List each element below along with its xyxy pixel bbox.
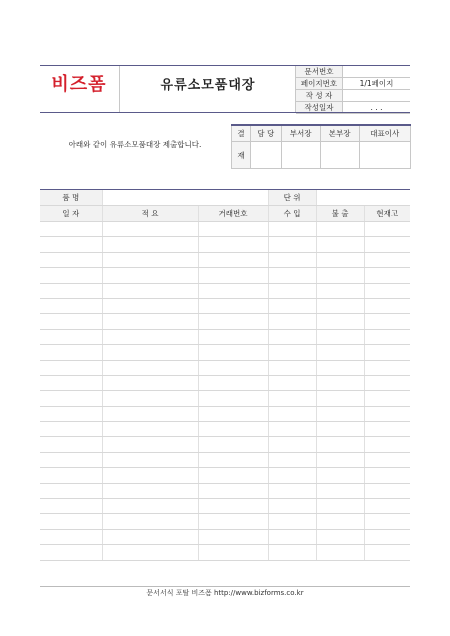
table-cell[interactable]	[364, 483, 410, 498]
table-cell[interactable]	[364, 345, 410, 360]
column-header: 일 자	[40, 206, 102, 222]
approval-role: 담 당	[251, 125, 282, 142]
table-cell[interactable]	[364, 499, 410, 514]
approval-side-label: 재	[232, 142, 251, 169]
table-row	[40, 252, 410, 267]
table-cell[interactable]	[198, 422, 268, 437]
table-row	[40, 283, 410, 298]
table-cell[interactable]	[40, 545, 102, 560]
table-cell[interactable]	[268, 391, 316, 406]
table-cell[interactable]	[364, 329, 410, 344]
meta-label: 페이지번호	[296, 78, 343, 90]
approval-side-label: 결	[232, 125, 251, 142]
table-cell[interactable]	[364, 422, 410, 437]
footer-text: 문서서식 포탈 비즈폼 http://www.bizforms.co.kr	[146, 589, 304, 597]
column-header: 거래번호	[198, 206, 268, 222]
meta-label: 문서번호	[296, 66, 343, 78]
table-cell[interactable]	[364, 283, 410, 298]
table-cell[interactable]	[268, 360, 316, 375]
ledger-table	[40, 189, 410, 561]
table-cell[interactable]	[268, 499, 316, 514]
table-cell[interactable]	[268, 252, 316, 267]
table-cell[interactable]	[268, 437, 316, 452]
table-cell[interactable]	[364, 298, 410, 313]
meta-label: 작성일자	[296, 102, 343, 114]
table-cell[interactable]	[102, 360, 198, 375]
table-cell[interactable]	[268, 345, 316, 360]
table-cell[interactable]	[364, 529, 410, 544]
meta-row	[296, 66, 410, 78]
table-cell[interactable]	[40, 237, 102, 252]
table-cell[interactable]	[40, 298, 102, 313]
table-cell[interactable]	[198, 391, 268, 406]
table-cell[interactable]	[268, 514, 316, 529]
table-cell[interactable]	[268, 529, 316, 544]
meta-value[interactable]	[343, 90, 411, 102]
table-cell[interactable]	[198, 468, 268, 483]
table-cell[interactable]	[40, 360, 102, 375]
table-cell[interactable]	[40, 375, 102, 390]
table-cell[interactable]	[102, 298, 198, 313]
table-cell[interactable]	[40, 529, 102, 544]
table-row	[40, 499, 410, 514]
table-cell[interactable]	[268, 483, 316, 498]
table-cell[interactable]	[40, 499, 102, 514]
table-cell[interactable]	[102, 329, 198, 344]
table-cell[interactable]	[40, 329, 102, 344]
table-cell[interactable]	[40, 314, 102, 329]
table-cell[interactable]	[364, 314, 410, 329]
table-cell[interactable]	[268, 422, 316, 437]
table-cell[interactable]	[364, 437, 410, 452]
table-cell[interactable]	[268, 375, 316, 390]
unit-value[interactable]	[316, 190, 410, 206]
table-cell[interactable]	[40, 514, 102, 529]
table-row	[40, 529, 410, 544]
table-cell[interactable]	[198, 314, 268, 329]
table-row	[40, 391, 410, 406]
table-cell[interactable]	[198, 545, 268, 560]
table-cell[interactable]	[102, 452, 198, 467]
table-row	[40, 545, 410, 560]
table-cell[interactable]	[198, 514, 268, 529]
table-cell[interactable]	[268, 468, 316, 483]
table-cell[interactable]	[316, 545, 364, 560]
table-cell[interactable]	[102, 314, 198, 329]
table-cell[interactable]	[198, 298, 268, 313]
table-cell[interactable]	[316, 452, 364, 467]
table-cell[interactable]	[268, 452, 316, 467]
column-header: 불 출	[316, 206, 364, 222]
table-cell[interactable]	[40, 252, 102, 267]
table-cell[interactable]	[364, 514, 410, 529]
table-cell[interactable]	[102, 375, 198, 390]
table-cell[interactable]	[364, 222, 410, 237]
approval-signature-box[interactable]	[359, 142, 410, 169]
table-cell[interactable]	[102, 345, 198, 360]
table-cell[interactable]	[364, 468, 410, 483]
table-cell[interactable]	[102, 252, 198, 267]
table-row	[40, 314, 410, 329]
table-row	[40, 437, 410, 452]
table-cell[interactable]	[198, 437, 268, 452]
table-row	[40, 468, 410, 483]
table-cell[interactable]	[268, 406, 316, 421]
document-title: 유류소모품대장	[160, 77, 256, 93]
table-cell[interactable]	[40, 437, 102, 452]
column-header: 현재고	[364, 206, 410, 222]
table-cell[interactable]	[316, 237, 364, 252]
table-cell[interactable]	[40, 406, 102, 421]
meta-label: 작 성 자	[296, 90, 343, 102]
approval-role: 본부장	[320, 125, 359, 142]
table-cell[interactable]	[40, 422, 102, 437]
table-row	[40, 237, 410, 252]
table-cell[interactable]	[102, 514, 198, 529]
table-cell[interactable]	[40, 452, 102, 467]
table-row	[40, 345, 410, 360]
table-cell[interactable]	[102, 406, 198, 421]
column-header: 수 입	[268, 206, 316, 222]
table-cell[interactable]	[198, 483, 268, 498]
table-cell[interactable]	[198, 499, 268, 514]
table-cell[interactable]	[316, 329, 364, 344]
table-cell[interactable]	[102, 483, 198, 498]
table-cell[interactable]	[316, 483, 364, 498]
table-cell[interactable]	[316, 283, 364, 298]
intro-text: 아래와 같이 유류소모품대장 제출합니다.	[68, 139, 202, 149]
table-cell[interactable]	[364, 268, 410, 283]
table-cell[interactable]	[364, 406, 410, 421]
table-cell[interactable]	[316, 391, 364, 406]
table-cell[interactable]	[198, 252, 268, 267]
table-cell[interactable]	[40, 391, 102, 406]
document-meta-table	[296, 66, 410, 114]
table-cell[interactable]	[316, 468, 364, 483]
table-cell[interactable]	[102, 545, 198, 560]
column-header: 적 요	[102, 206, 198, 222]
table-row	[40, 360, 410, 375]
table-cell[interactable]	[40, 483, 102, 498]
table-cell[interactable]	[198, 345, 268, 360]
table-cell[interactable]	[198, 406, 268, 421]
table-cell[interactable]	[316, 252, 364, 267]
table-cell[interactable]	[102, 468, 198, 483]
table-cell[interactable]	[198, 452, 268, 467]
table-cell[interactable]	[268, 237, 316, 252]
table-row	[40, 329, 410, 344]
table-cell[interactable]	[316, 345, 364, 360]
table-cell[interactable]	[268, 283, 316, 298]
table-cell[interactable]	[198, 529, 268, 544]
table-cell[interactable]	[102, 437, 198, 452]
table-cell[interactable]	[316, 406, 364, 421]
table-cell[interactable]	[316, 360, 364, 375]
approval-signature-box[interactable]	[320, 142, 359, 169]
table-cell[interactable]	[102, 222, 198, 237]
table-cell[interactable]	[268, 329, 316, 344]
table-cell[interactable]	[316, 437, 364, 452]
table-cell[interactable]	[198, 268, 268, 283]
table-cell[interactable]	[268, 545, 316, 560]
table-cell[interactable]	[102, 529, 198, 544]
approval-box	[231, 124, 411, 169]
meta-value[interactable]: . . .	[343, 102, 411, 114]
table-cell[interactable]	[198, 222, 268, 237]
table-cell[interactable]	[364, 545, 410, 560]
table-cell[interactable]	[268, 314, 316, 329]
table-cell[interactable]	[364, 360, 410, 375]
meta-row	[296, 78, 410, 90]
meta-value[interactable]	[343, 66, 411, 78]
table-cell[interactable]	[102, 499, 198, 514]
table-cell[interactable]	[198, 329, 268, 344]
table-cell[interactable]	[268, 268, 316, 283]
approval-role: 부서장	[281, 125, 320, 142]
table-cell[interactable]	[316, 222, 364, 237]
table-cell[interactable]	[102, 237, 198, 252]
table-cell[interactable]	[102, 391, 198, 406]
table-cell[interactable]	[316, 499, 364, 514]
table-cell[interactable]	[364, 452, 410, 467]
header-bottom-rule	[40, 112, 410, 113]
table-cell[interactable]	[316, 268, 364, 283]
table-cell[interactable]	[40, 222, 102, 237]
table-cell[interactable]	[102, 283, 198, 298]
item-name-label: 품 명	[40, 190, 102, 206]
approval-signature-box[interactable]	[281, 142, 320, 169]
table-cell[interactable]	[198, 360, 268, 375]
item-name-value[interactable]	[102, 190, 268, 206]
unit-label: 단 위	[268, 190, 316, 206]
table-cell[interactable]	[364, 252, 410, 267]
table-row	[40, 222, 410, 237]
brand-logo: 비즈폼	[51, 74, 107, 95]
table-cell[interactable]	[364, 237, 410, 252]
approval-signature-box[interactable]	[251, 142, 282, 169]
table-cell[interactable]	[316, 375, 364, 390]
table-row	[40, 375, 410, 390]
table-cell[interactable]	[40, 468, 102, 483]
table-row	[40, 268, 410, 283]
approval-role: 대표이사	[359, 125, 410, 142]
table-row	[40, 514, 410, 529]
meta-value[interactable]: 1/1페이지	[343, 78, 411, 90]
table-cell[interactable]	[40, 345, 102, 360]
table-cell[interactable]	[316, 529, 364, 544]
table-cell[interactable]	[316, 298, 364, 313]
table-cell[interactable]	[268, 222, 316, 237]
table-cell[interactable]	[198, 283, 268, 298]
meta-row	[296, 90, 410, 102]
table-cell[interactable]	[316, 514, 364, 529]
table-cell[interactable]	[316, 422, 364, 437]
table-cell[interactable]	[364, 391, 410, 406]
table-row	[40, 422, 410, 437]
table-cell[interactable]	[364, 375, 410, 390]
table-row	[40, 298, 410, 313]
table-cell[interactable]	[316, 314, 364, 329]
table-cell[interactable]	[102, 422, 198, 437]
table-cell[interactable]	[198, 237, 268, 252]
table-cell[interactable]	[102, 268, 198, 283]
table-row	[40, 452, 410, 467]
table-cell[interactable]	[40, 268, 102, 283]
table-row	[40, 406, 410, 421]
table-row	[40, 483, 410, 498]
table-cell[interactable]	[198, 375, 268, 390]
table-cell[interactable]	[40, 283, 102, 298]
table-cell[interactable]	[268, 298, 316, 313]
